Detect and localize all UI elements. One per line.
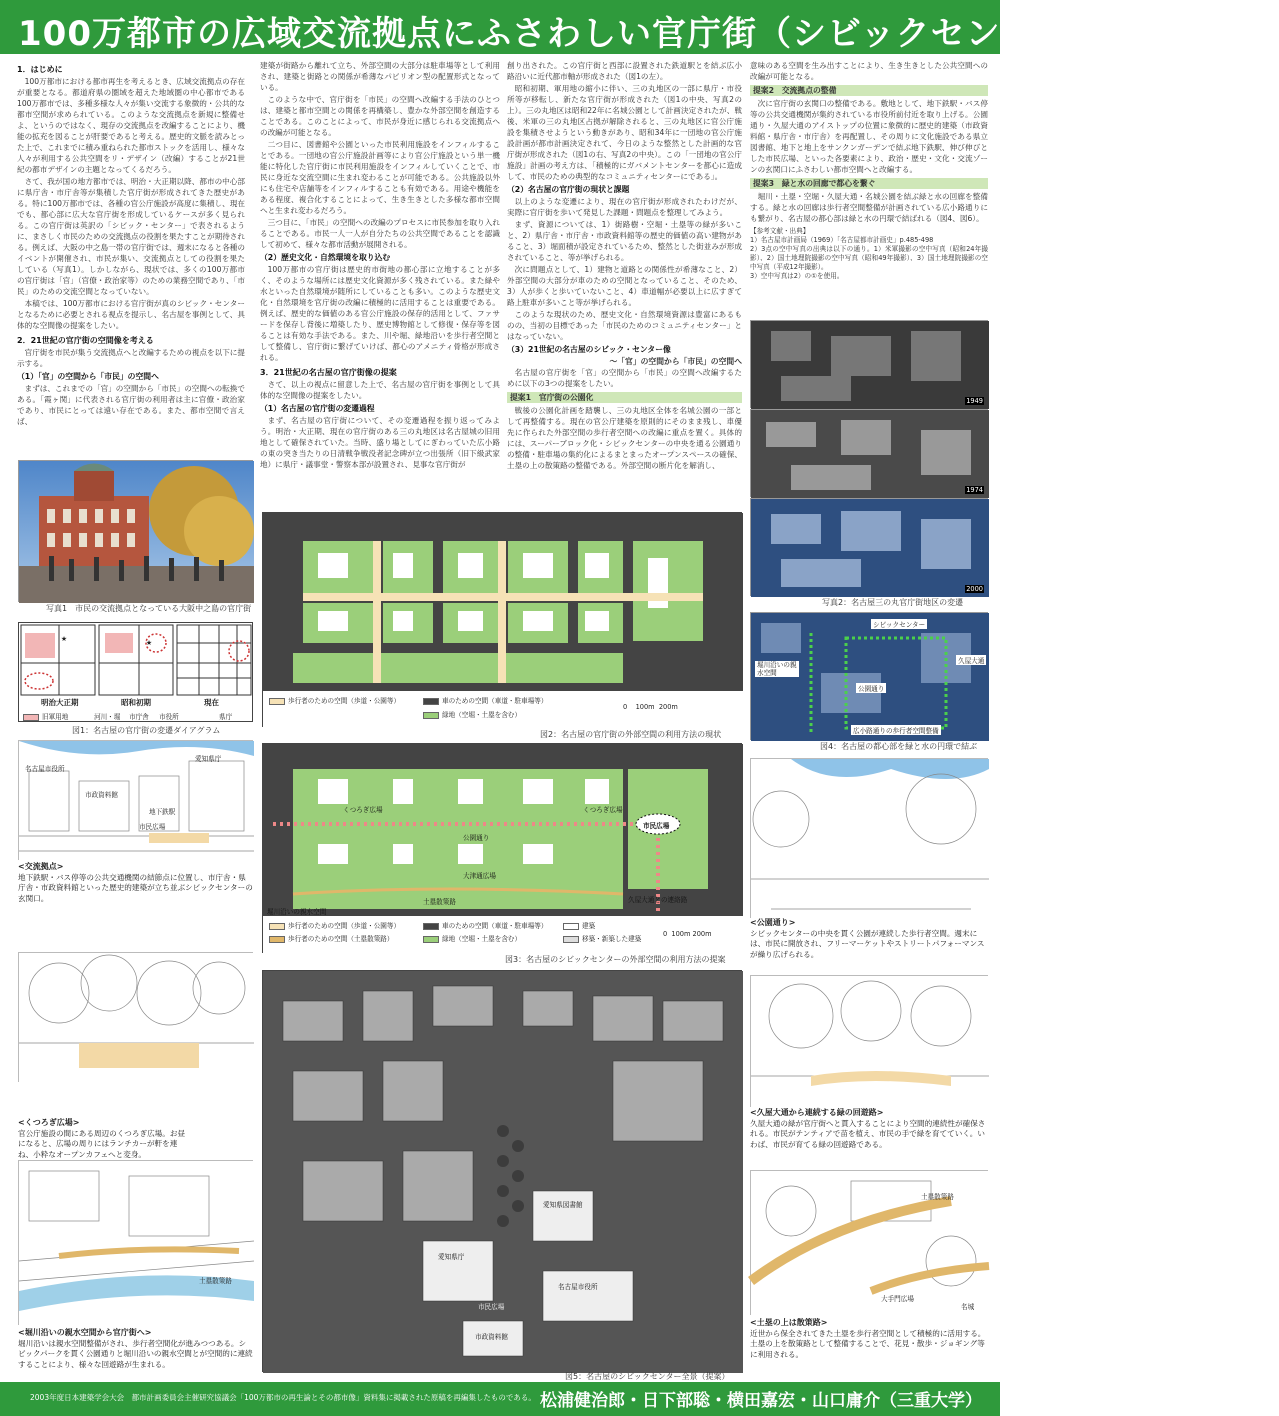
fig4-label-a: シビックセンター [873, 621, 926, 629]
sketch3-text: 堀川沿いは親水空間整備がされ、歩行者空間化が進みつつある。シビックパークを貫く公園通りと堀川沿いの親水空間とが空間的に連続することにより、様々な回遊路が生まれる。 [18, 1338, 253, 1369]
paragraph: 堀川・土塁・空堀・久屋大通・名城公園を結ぶ緑と水の回廊を整備する。緑と水の回廊は歩行者空間整備が計画されている広小路通りにも繋がり、名古屋の都心部は緑と水の円環で結ばれる（図4、図6）。 [750, 192, 988, 223]
paragraph: さて、以上の視点に留意した上で、名古屋の官庁街を事例として具体的な空間像の提案をしたい。 [260, 380, 500, 400]
sketch1-label-b: 名古屋市役所 [25, 765, 65, 773]
scale-100: 100m [671, 930, 691, 938]
authors: 松浦健治郎・日下部聡・横田嘉宏・山口庸介（三重大学） [540, 1391, 982, 1411]
paragraph: 創り出された。この官庁街と西部に設置された鉄道駅とを結ぶ広小路沿いに近代都市軸が形成された（図1の左）。 [507, 61, 742, 81]
fig1-period-3: 現在 [204, 698, 219, 707]
fig1-legend-military [23, 711, 68, 721]
paragraph: 名古屋の官庁街を「官」の空間から「市民」の空間へ改編するために以下の3つの提案をしたい。 [507, 368, 742, 388]
fig1-legend-river: 河川・堀 [94, 713, 121, 721]
sketch4-caption [750, 918, 988, 960]
fig4-label-d: 公園通り [858, 685, 885, 693]
sketch3-title: <堀川沿いの親水空間から官庁街へ> [18, 1328, 152, 1337]
section-heading: 2．21世紀の官庁街の空間像を考える [17, 336, 154, 345]
sketch-horikawa [18, 1160, 253, 1325]
fig3-legend-6 [563, 933, 641, 943]
paragraph: 次に問題点として、1）建物と道路との関係性が希薄なこと、2）外部空間の大部分が車のための空間となっていること、そのため、3）人が歩くと歩いていないこと、4）車道幅が必要以上に広すぎて路上駐車が多いこと等が挙げられる。 [507, 265, 742, 307]
text-column-3 [507, 60, 742, 508]
paragraph: このような中で、官庁街を「市民」の空間へ改編する手法のひとつは、建築と都市空間との関係を再構築し、豊かな外部空間を創造することである。このことによって、市民が身近に感じられる交流拠点への改編が可能となる。 [260, 95, 500, 137]
sketch2-caption [18, 1118, 188, 1160]
photo-osaka-nakanoshima [18, 460, 253, 602]
fig3-label-a: くつろぎ広場 [343, 806, 383, 814]
subsection-heading: （1）「官」の空間から「市民」の空間へ [17, 372, 159, 381]
reference-item: 1）名古屋市計画局（1969）「名古屋都市計画史」p.485-498 [750, 236, 934, 244]
sketch4-title: <公園通り> [750, 918, 796, 927]
legend-swatch [269, 698, 285, 705]
fig3-label-d: 大津通広場 [463, 872, 496, 880]
sketch1-label-d: 地下鉄駅 [149, 808, 176, 816]
figure2-caption: 図2：名古屋の官庁街の外部空間の利用方法の現状 [540, 730, 722, 739]
sketch1-title: <交流拠点> [18, 862, 64, 871]
fig5-label-e: 市民広場 [478, 1303, 505, 1311]
sketch-relax-plaza [18, 952, 253, 1082]
figure3-caption: 図3：名古屋のシビックセンターの外部空間の利用方法の提案 [505, 955, 726, 964]
aerial-year-1974: 1974 [966, 486, 983, 494]
paragraph: 以上のような変遷により、現在の官庁街が形成されたわけだが、実際に官庁街を歩いて発見した課題・問題点を整理してみよう。 [507, 197, 742, 217]
legend-swatch [423, 936, 439, 943]
photo2-caption: 写真2：名古屋三の丸官庁街地区の変遷 [822, 598, 964, 607]
paragraph: まず、名古屋の官庁街について、その変遷過程を振り返ってみよう。明治・大正期、現在の官庁街のある三の丸地区は名古屋城の旧用地として確保されていた。当時、盛り場としてにぎわっていた広小路の東の突き当たりの日清戦争戦没者記念碑が立つ出張所（旧下級武家地）に県庁・議事堂・警察本部が設置され、見事な官庁街が [260, 416, 500, 469]
photo-osaka-image [19, 461, 254, 603]
fig3-label-f: 久屋大通との連絡路 [628, 896, 688, 904]
sketch1-label-a: 愛知県庁 [195, 755, 222, 763]
paragraph: 戦後の公園化計画を踏襲し、三の丸地区全体を名城公園の一部として再整備する。現在の官公庁建築を原則的にそのまま残し、車優先に作られた外部空間の歩行者空間への改編に重点を置く。具体的には、スーパーブロック化・シビックセンターの中央を通る公園通りの整備・駐車場の集約化によるまとまったオープンスペースの確保、土塁の上の散策路の整備である。外部空間の断片化を解消し、 [507, 406, 742, 470]
sketch-4-image [751, 759, 989, 929]
figure5-caption: 図5：名古屋のシビックセンター全景（提案） [565, 1372, 730, 1381]
page-title: 100万都市の広域交流拠点にふさわしい官庁街（シビックセンター）への改編を [18, 14, 1279, 54]
sketch-park-avenue [750, 758, 988, 928]
sketch5-title: <久屋大通から連続する緑の回遊路> [750, 1108, 884, 1117]
fig3-legend-4 [423, 933, 521, 943]
sketch3-label-a: 土塁散策路 [199, 1277, 232, 1285]
sketch6-label-b: 大手門広場 [881, 1295, 914, 1303]
fig1-legend-city: 市庁舎 [129, 713, 149, 721]
sketch3-caption [18, 1328, 253, 1370]
aerial-year-2000: 2000 [966, 585, 983, 593]
fig3-label-b: 公園通り [463, 834, 490, 842]
paragraph: 意味のある空間を生み出すことにより、生き生きとした公共空間への改編が可能となる。 [750, 61, 988, 81]
legend-label: 緑地（空堀・土塁を含む） [442, 711, 522, 719]
sketch1-label-c: 市政資料館 [85, 791, 118, 799]
sketch2-text: 官公庁施設の間にある周辺のくつろぎ広場。お昼になると、広場の周りにはランチカーが軒を連ね、小粋なオープンカフェへと変身。 [18, 1128, 186, 1159]
paragraph: このような現状のため、歴史文化・自然環境資源は豊富にあるものの、当初の目標であった「市民のためのコミュニティセンター」とはなっていない。 [507, 310, 742, 341]
fig3-legend-5 [563, 920, 595, 930]
fig3-legend-3 [423, 920, 548, 930]
paragraph: 本稿では、100万都市における官庁街が真のシビック・センターとなるために必要とされる視点を提示し、名古屋を事例として、具体的な空間像の提案をしたい。 [17, 299, 245, 330]
scale-200: 200m [692, 930, 712, 938]
references-title: 【参考文献・出典】 [750, 227, 810, 235]
fig1-legend-pref: 県庁 [219, 713, 233, 721]
legend-label: 旧軍用地 [42, 713, 69, 721]
legend-swatch [269, 923, 285, 930]
figure1-caption: 図1：名古屋の官庁街の変遷ダイアグラム [72, 726, 221, 735]
subtitle: ～「官」の空間から「市民」の空間へ [609, 357, 742, 366]
legend-label: 歩行者のための空間（土塁散策路） [288, 935, 394, 943]
paragraph: 二つ目に、図書館や公園といった市民利用施設をインフィルすることである。一団地の官公庁施設計画等により官公庁施設という単一機能に特化した官庁街に市民利用施設をインフィルしていくことで、市民に身近な交流空間に生まれ変わることが可能である。公共施設以外にも住宅や店舗等をインフィルすることも有効である。用途や機能をある程度、複合化することによって、生き生きとした多様な都市空間へと生まれ変わるだろう。 [260, 140, 500, 215]
svg-text:★: ★ [60, 635, 68, 643]
legend-swatch [563, 936, 579, 943]
figure4-caption: 図4：名古屋の都心部を緑と水の円環で結ぶ [820, 742, 978, 751]
legend-label: 移築・新築した建築 [582, 935, 642, 943]
fig2-scale [623, 703, 678, 711]
figure-5-3d-view [262, 970, 742, 1372]
figure-5-image [263, 971, 743, 1373]
sketch-civic-plaza [18, 740, 253, 860]
legend-swatch [269, 936, 285, 943]
fig2-legend-green [423, 709, 521, 719]
section-heading: 1．はじめに [17, 65, 63, 74]
fig3-label-h: くつろぎ広場 [583, 806, 623, 814]
text-column-4 [750, 60, 988, 320]
aerial-1949-image [751, 321, 989, 409]
fig1-period-1: 明治大正期 [41, 698, 79, 707]
sketch5-caption [750, 1108, 988, 1150]
scale-0: 0 [663, 930, 668, 938]
figure-1-diagram [18, 622, 253, 722]
sketch-3-image [19, 1161, 254, 1326]
fig3-legend-2 [269, 933, 394, 943]
figure-4-image [751, 613, 989, 741]
paragraph: さて、我が国の地方都市では、明治・大正期以降、都市の中心部に県庁舎・市庁舎等が集積した官庁街が形成されてきた歴史がある。特に100万都市では、各種の官公庁施設が高度に集積し、現在でも、都心部に広大な官庁街を形成しているケースが多く見られる。この官庁街は英訳の「シビック・センター」で表されるように、まさしく市民のための交流拠点の役割を果たすことが期待される。例えば、大阪の中之島一帯の官庁街では、週末になると各種のイベントが開催され、市民が集い、交流拠点としての役割を果たしている（写真1）。しかしながら、現状では、多くの100万都市の官庁街は「官」（官僚・政治家等）のための業務空間であり、「市民」のための交流空間となっていない。 [17, 177, 245, 296]
reference-item: 3）空中写真は2）の①を使用。 [750, 272, 844, 280]
scale-0: 0 [623, 703, 628, 711]
footer-banner [0, 1382, 1000, 1416]
sketch6-caption [750, 1318, 988, 1360]
sketch-embankment-path [750, 1170, 988, 1315]
subsection-heading: （3）21世紀の名古屋のシビック・センター像 [507, 345, 671, 354]
sketch-2-image [19, 953, 254, 1083]
text-column-1 [17, 60, 245, 458]
photo1-caption: 写真1 市民の交流拠点となっている大阪中之島の官庁街 [46, 604, 252, 613]
title-banner [0, 0, 1279, 54]
aerial-photo-2000 [750, 498, 988, 596]
subsection-heading: （1）名古屋の官庁街の変遷過程 [260, 404, 375, 413]
sketch6-label-a: 土塁散策路 [921, 1193, 954, 1201]
figure-2-map [262, 512, 742, 727]
sketch1-text: 地下鉄駅・バス停等の公共交通機関の結節点に位置し、市庁舎・県庁舎・市政資料館といった歴史的建築が立ち並ぶシビックセンターの玄関口。 [18, 872, 253, 903]
paragraph: 100万都市の官庁街は歴史的市街地の都心部に立地することが多く、そのような場所には歴史文化資源が多く残されている。また緑や水といった自然環境が随所にしていることも多い。このような歴史文化・自然環境を官庁街の改編に積極的に活用することは重要である。例えば、歴史的な価値のある官公庁施設の保存的活用として、ファサードを保存し背後に増築したり、歴史博物館として修復・保存等を図ることは有効な手法である。また、川や堀、緑地沿いを歩行者空間として整備し、官庁街に繋げていけば、都心のアメニティ骨格が形成される。 [260, 265, 500, 362]
fig5-label-d: 愛知県図書館 [543, 1201, 583, 1209]
legend-swatch [563, 923, 579, 930]
proposal-2-heading: 提案2 交流拠点の整備 [750, 85, 988, 96]
sketch-5-image [751, 976, 989, 1108]
fig3-label-e: 土塁散策路 [423, 898, 456, 906]
sketch6-title: <土塁の上は散策路> [750, 1318, 828, 1327]
paragraph: 次に官庁街の玄関口の整備である。敷地として、地下鉄駅・バス停等の公共交通機関が集約されている市役所前付近を取り上げる。公園通り・久屋大通のアイストップの位置に象徴的に歴史的建築（市政資料館・県庁舎・市庁舎）を再配置し、その周りに文化施設である県立図書館、地下と地上をサンクンガーデンで結ぶ地下鉄駅、伸び伸びとした市民広場、といった各要素により、政治・歴史・文化・交流ゾーンの玄関口にふさわしい都市空間へと改編する。 [750, 99, 988, 174]
figure-1-maps [19, 623, 254, 723]
legend-label: 緑地（空堀・土塁を含む） [442, 935, 522, 943]
sketch2-title: <くつろぎ広場> [18, 1118, 80, 1127]
sketch1-label-e: 市民広場 [139, 823, 166, 831]
paragraph: まず、資源については、1）街路樹・空堀・土塁等の緑が多いこと、2）県庁舎・市庁舎・市政資料館等の歴史的価値の高い建物があること、3）堀面積が設定されているため、整然とした街並みが形成されていること、等が挙げられる。 [507, 220, 742, 262]
legend-label: 建築 [582, 922, 596, 930]
subsection-heading: （2）名古屋の官庁街の現状と課題 [507, 185, 630, 194]
paragraph: まずは、これまでの「官」の空間から「市民」の空間への転換である。「霞ヶ関」に代表される官庁街の利用者は主に官僚・政治家であり、市民にとっては遠い存在である。また、都市空間で言えば、 [17, 384, 245, 426]
fig4-label-c: 堀川沿いの親水空間 [755, 661, 799, 677]
fig2-legend-car [423, 695, 548, 705]
fig4-label-e: 広小路通りの歩行者空間整備 [853, 727, 939, 735]
fig3-label-g: 堀川沿いの親水空間 [267, 908, 327, 916]
scale-100: 100m [635, 703, 655, 711]
paragraph: 三つ目に、「市民」の空間への改編のプロセスに市民参加を取り入れることである。市民一人一人が自分たちの公共空間であることを認識して初めて、様々な都市活動が展開される。 [260, 218, 500, 249]
sketch5-text: 久屋大通の緑が官庁街へと貫入することにより空間的連続性が確保される。市民がテンティアで苗を植え、市民の手で緑を育てていく。いわば、市民が育てる緑の回遊路である。 [750, 1118, 986, 1149]
footer-note: 2003年度日本建築学会大会 都市計画委員会主催研究協議会「100万都市の再生論とその都市像」資料集に掲載された原稿を再編集したものである。 [30, 1393, 536, 1402]
legend-label: 歩行者のための空間（歩道・公園等） [288, 922, 401, 930]
aerial-photo-1974 [750, 409, 988, 497]
scale-200: 200m [658, 703, 678, 711]
fig1-legend-office: 市役所 [159, 713, 179, 721]
svg-text:★: ★ [145, 639, 153, 647]
reference-item: 2）3点の空中写真の出典は以下の通り。1）米軍撮影の空中写真（昭和24年撮影）、2）国土地理院撮影の空中写真（昭和49年撮影）、3）国土地理院撮影の空中写真（平成12年撮影）。 [750, 245, 988, 271]
sketch1-caption [18, 862, 253, 904]
paragraph: 建築が街路から離れて立ち、外部空間の大部分は駐車場等として利用され、建築と街路との関係が希薄なパビリオン型の配置形式となっている。 [260, 61, 500, 92]
fig4-label-b: 久屋大通 [958, 657, 985, 665]
figure-3-map [262, 743, 742, 953]
legend-label: 歩行者のための空間（歩道・公園等） [288, 697, 401, 705]
paragraph: 100万都市における都市再生を考えるとき、広域交流拠点の存在が重要となる。都道府県の圏域を超えた地域圏の中心都市である100万都市では、多種多様な人々が集い交流する象徴的・公共的な都市空間が求められている。このような交流拠点を新規に整備せよ、というのではなく、現存の交流拠点を改編することにより、機能の拡充を図ることが肝要であると考える。歴史的文脈を読みとった上で、これまでに積み重ねられた都市ストックを活用し、様々な人々が利用する公共空間をリ・デザイン（改編）することが21世紀の都市デザインの主題となってくるだろう。 [17, 77, 245, 174]
aerial-year-1949: 1949 [966, 397, 983, 405]
sketch6-text: 近世から保全されてきた土塁を歩行者空間として積極的に活用する。土塁の上を散策路として整備することで、花見・散歩・ジョギング等に利用される。 [750, 1328, 986, 1359]
aerial-2000-image [751, 499, 989, 597]
fig5-label-b: 名古屋市役所 [558, 1283, 598, 1291]
legend-label: 車のための空間（車道・駐車場等） [442, 922, 548, 930]
fig3-legend-1 [269, 920, 400, 930]
aerial-1974-image [751, 410, 989, 498]
fig3-scale [663, 930, 712, 938]
legend-label: 車のための空間（車道・駐車場等） [442, 697, 548, 705]
legend-swatch [423, 712, 439, 719]
references [750, 227, 988, 281]
sketch6-label-c: 名城 [961, 1303, 975, 1311]
subsection-heading: （2）歴史文化・自然環境を取り込む [260, 253, 391, 262]
legend-swatch [423, 923, 439, 930]
fig5-label-c: 市政資料館 [475, 1333, 508, 1341]
sketch-green-loop [750, 975, 988, 1107]
fig3-label-c: 市民広場 [643, 822, 670, 830]
text-column-2 [260, 60, 500, 508]
paragraph: 昭和初期、軍用地の縮小に伴い、三の丸地区の一部に県庁・市役所等が移転し、新たな官庁街が形成された（図1の中央、写真2の上）。三の丸地区は昭和22年に名城公園として計画決定されたが、戦後、米軍の三の丸地区占拠が解除されると、三の丸地区に官公庁施設を集積させようという動きがあり、昭和34年に一団地の官公庁施設計画が都市計画決定されて、今日のような整然とした計画的な官庁街が形成された（図1の右、写真2の中央）。この「一団地の官公庁施設」計画の考え方は、「積極的にガバメントセンターを都心に造成して、市民のための典型的なコミュニティセンターにである」。 [507, 84, 742, 181]
figure-4-green-ring [750, 612, 988, 740]
fig1-period-2: 昭和初期 [121, 698, 151, 707]
proposal-3-heading: 提案3 緑と水の回廊で都心を繋ぐ [750, 178, 988, 189]
section-heading: 3．21世紀の名古屋の官庁街像の提案 [260, 368, 397, 377]
aerial-photo-1949 [750, 320, 988, 408]
legend-swatch [423, 698, 439, 705]
fig2-legend-pedestrian [269, 695, 400, 705]
legend-swatch [23, 714, 39, 721]
sketch4-text: シビックセンターの中央を貫く公園が連続した歩行者空間。週末には、市民に開放され、フリーマーケットやストリートパフォーマンスが繰り広げられる。 [750, 928, 985, 959]
paragraph: 官庁街を市民が集う交流拠点へと改編するための視点を以下に提示する。 [17, 348, 245, 368]
fig5-label-a: 愛知県庁 [438, 1253, 465, 1261]
proposal-1-heading: 提案1 官庁街の公園化 [507, 392, 742, 403]
